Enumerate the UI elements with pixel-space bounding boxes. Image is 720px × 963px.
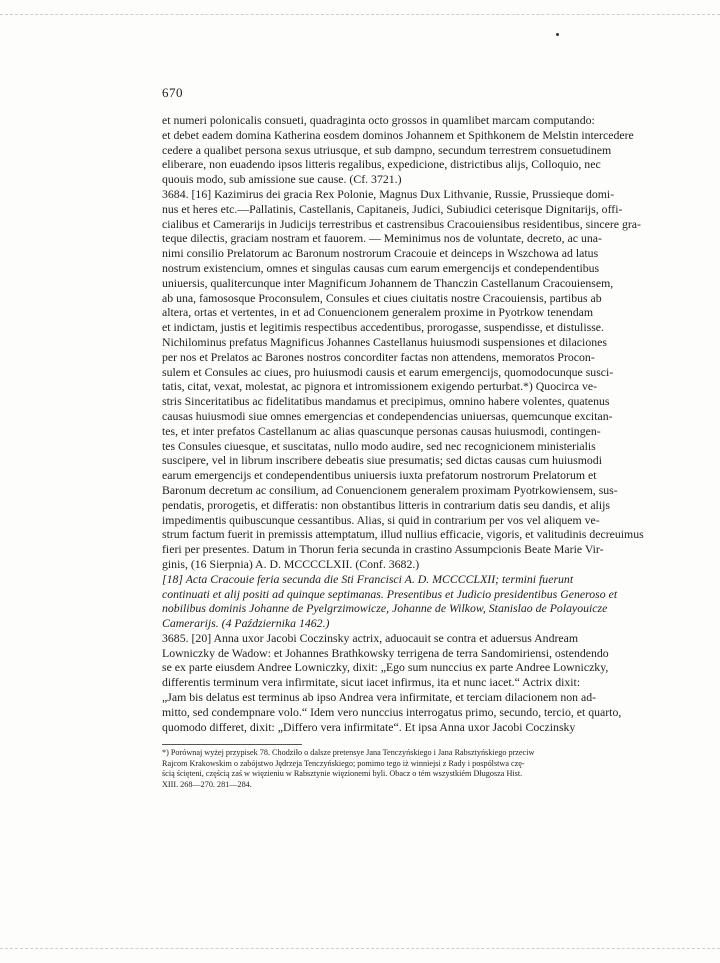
footnote-line: ścią ścięteni, częścią zaś w więzieniu w Rabsztynie więzionemi byli. Obacz o tém wszystkiém Długosza Hist.: [162, 769, 523, 779]
text-line: cialibus et Camerarijs in Judicijs terrestribus et castrensibus Cracouiensibus residentibus, sincere gra-: [162, 216, 641, 231]
text-line: et numeri polonicalis consueti, quadraginta octo grossos in quamlibet marcam computando:: [162, 113, 595, 127]
text-line: quouis modo, sub amissione sue cause. (Cf. 3721.): [162, 172, 402, 187]
footnote-line: XIII. 268—270. 281—284.: [162, 779, 252, 789]
text-line: earum emergencijs et condependentibus uniuersis iuxta prefatorum nostrorum Prelatorum et: [162, 468, 597, 483]
text-line: „Jam bis delatus est terminus ab ipso Andrea vera infirmitate, et terciam dilacionem non ad-: [162, 690, 597, 705]
text-line: nus et heres etc.—Pallatinis, Castellanis, Capitaneis, Judici, Subiudici ceterisque Dignitarijs, offi-: [162, 201, 623, 216]
page-number: 670: [162, 85, 183, 100]
footnote-rule: [162, 744, 302, 745]
text-line: cedere a qualibet persona sexus utriusque, et sub dampno, secundum terrestrem consuetudinem: [162, 142, 612, 157]
text-line: 3685. [20] Anna uxor Jacobi Coczinsky actrix, aduocauit se contra et aduersus Andream: [162, 630, 579, 645]
footnotes: [162, 748, 694, 790]
text-line: quomodo differet, dixit: „Differo vera infirmitate“. Et ipsa Anna uxor Jacobi Coczinsky: [162, 719, 576, 734]
text-line: 3684. [16] Kazimirus dei gracia Rex Polonie, Magnus Dux Lithvanie, Russie, Prussieque domi-: [162, 186, 615, 201]
footnote-line: Rajcom Krakowskim o zabójstwo Jędrzeja Tenczyńskiego; pomimo tego iż winniejsi z Rady i pospólstwa czę-: [162, 758, 525, 768]
text-line: tes Consules ciuesque, et suscitatas, nullo modo audire, sed nec recognicionem ministerialis: [162, 438, 596, 453]
text-line: Nichilominus prefatus Magnificus Johannes Castellanus huiusmodi suspensiones et dilaciones: [162, 334, 607, 349]
text-line: tes, et inter prefatos Castellanum ac alias quascunque personas causas huiusmodi, contingen-: [162, 423, 601, 438]
text-line: nobilibus dominis Johanne de Pyelgrzimowicze, Johanne de Wilkow, Stanislao de Polayouicze: [162, 601, 608, 616]
body-text: [162, 113, 694, 734]
text-line: stris Sinceritatibus ac fidelitatibus mandamus et precipimus, omnino habere volentes, quatenus: [162, 394, 610, 409]
footnote-line: *) Porównaj wyżej przypisek 78. Chodziło o dalsze pretensye Jana Tenczyńskiego i Jana Rabsztyńskiego przeciw: [162, 748, 535, 757]
text-line: pendatis, prorogetis, et differatis: non obstantibus litteris in contrarium datis seu dandis, et alijs: [162, 497, 610, 512]
text-line: nostrum existencium, omnes et singulas causas cum earum emergencijs et condependentibus: [162, 260, 600, 275]
text-line: ginis, (16 Sierpnia) A. D. MCCCCLXII. (Conf. 3682.): [162, 556, 420, 571]
scan-speck: [556, 33, 559, 36]
text-line: et indictam, justis et legitimis respectibus accedentibus, prorogasse, suspendisse, et distulisse.: [162, 320, 604, 335]
text-line: mitto, sed condempnare volo.“ Idem vero nunccius interrogatus primo, secundo, tercio, et quarto,: [162, 704, 622, 719]
text-line: sulem et Consules ac ciues, pro huiusmodi causis et earum emergencijs, quomodocunque susci-: [162, 364, 614, 379]
text-line: se ex parte eiusdem Andree Lowniczky, dixit: „Ego sum nunccius ex parte Andree Lowniczky,: [162, 660, 609, 675]
text-line: uniuersis, qualitercunque inter Magnificum Johannem de Thanczin Castellanum Cracouiensem,: [162, 275, 614, 290]
text-line: eliberare, non euadendo ipsos litteris regalibus, expedicione, districtibus alijs, Colloquio, nec: [162, 157, 601, 172]
text-line: causas huiusmodi siue omnes emergencias et condependencias uniuersas, quemcunque excitan-: [162, 408, 613, 423]
text-line: Camerarijs. (4 Października 1462.): [162, 616, 330, 631]
text-line: teque dilectis, graciam nostram et fauorem. — Meminimus nos de voluntate, decreto, ac una-: [162, 231, 602, 246]
text-line: suscipere, vel in librum inscribere debeatis siue presumatis; sed dictas causas cum huiusmodi: [162, 453, 602, 468]
text-line: fieri per presentes. Datum in Thorun feria secunda in crastino Assumpcionis Beate Marie Vir-: [162, 542, 604, 557]
scan-top-edge: [0, 14, 720, 15]
text-line: Lowniczky de Wadow: et Johannes Brathkowsky terrigena de terra Sandomiriensi, ostendendo: [162, 645, 609, 660]
text-line: per nos et Prelatos ac Barones nostros concorditer factas non attendens, memoratos Procon-: [162, 349, 595, 364]
scan-bottom-edge: [0, 948, 720, 949]
text-line: impedimentis quibuscunque cessantibus. Alias, si quid in contrarium per vos vel aliquem ve-: [162, 512, 600, 527]
text-line: strum factum fuerit in premissis attemptatum, illud nullius efficacie, vigoris, et valitudinis decreuimus: [162, 527, 644, 542]
text-line: differentis terminum vera infirmitate, sicut iacet infirmus, ita et nunc iacet.“ Actrix dixit:: [162, 675, 581, 690]
text-line: [18] Acta Cracouie feria secunda die Sti Francisci A. D. MCCCCLXII; termini fuerunt: [162, 571, 574, 586]
text-line: Baronum decretum ac consilium, ad Conuencionem generalem proximam Pyotrkowiensem, sus-: [162, 482, 618, 497]
text-line: et debet eadem domina Katherina eosdem dominos Johannem et Spithkonem de Melstin intercedere: [162, 127, 634, 142]
text-line: tatis, citat, vexat, molestat, ac pignora et intromissionem exigendo perturbat.*) Quocirca ve-: [162, 379, 598, 394]
text-line: continuati et alij positi ad quinque septimanas. Presentibus et Judicio presidentibus Generoso et: [162, 586, 618, 601]
text-line: altera, ortas et vertentes, in et ad Conuencionem generalem proxime in Pyotrkow tenendam: [162, 305, 594, 320]
text-line: nimi consilio Prelatorum ac Baronum nostrorum Cracouie et deinceps in Wszchowa ad latus: [162, 246, 599, 261]
text-line: ab una, famososque Proconsulem, Consules et ciues ciuitatis nostre Cracouiensis, partibus ab: [162, 290, 602, 305]
